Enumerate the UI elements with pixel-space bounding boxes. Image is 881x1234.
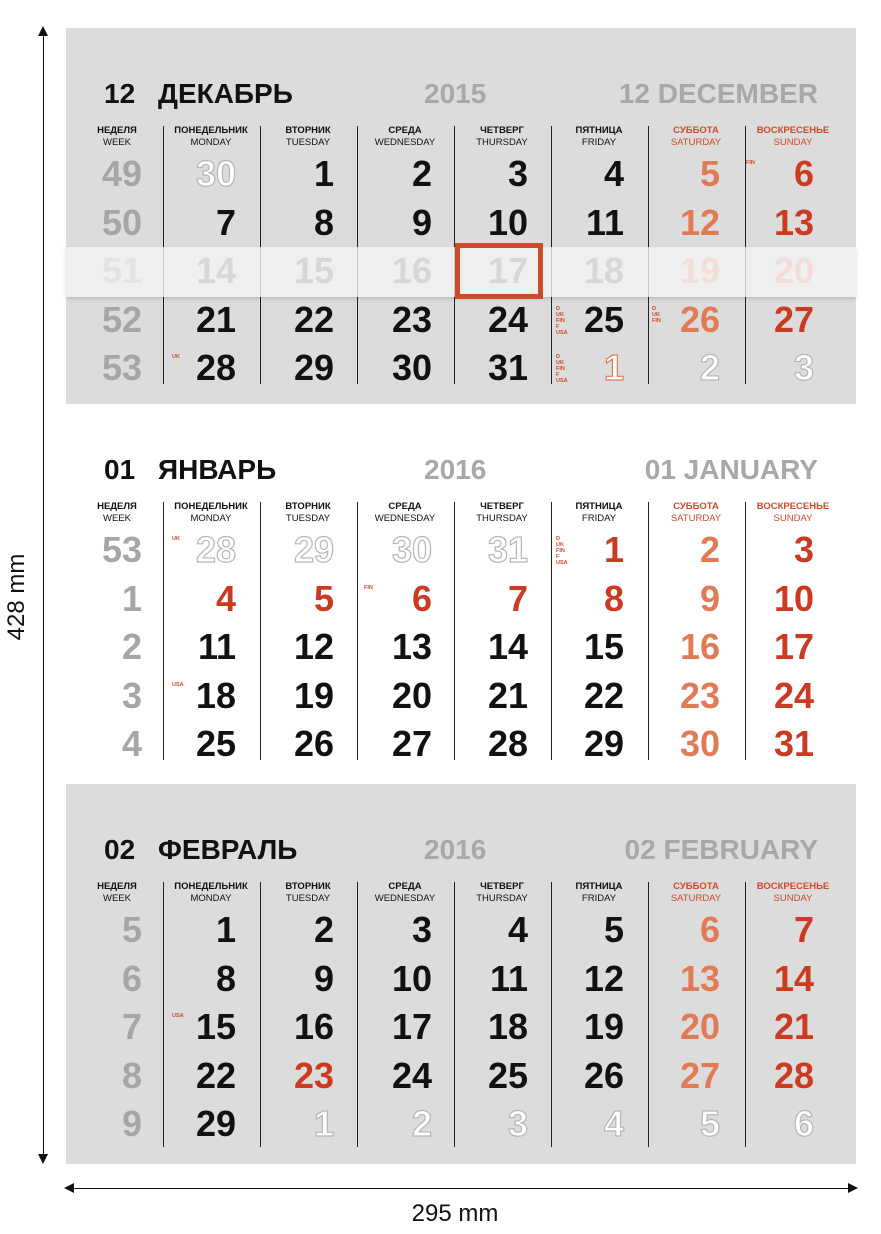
weekday-header-en: THURSDAY — [476, 893, 528, 904]
day-cell[interactable]: 28 — [487, 723, 528, 764]
month-panel — [66, 404, 856, 784]
week-number: 5 — [121, 909, 142, 950]
day-cell[interactable]: 3 — [507, 153, 528, 194]
month-year: 2016 — [424, 454, 487, 485]
weekday-header-ru: ВОСКРЕСЕНЬЕ — [756, 501, 830, 512]
weekday-header-ru: СУББОТА — [673, 881, 719, 892]
day-cell[interactable]: 13 — [391, 626, 432, 667]
weekday-header-en: WEDNESDAY — [374, 137, 436, 148]
day-cell[interactable]: 23 — [679, 674, 720, 716]
day-cell[interactable]: 8 — [313, 201, 334, 243]
weekday-header — [457, 501, 547, 525]
week-number: 1 — [121, 577, 142, 619]
day-cell[interactable]: 24 — [773, 674, 814, 716]
weekday-header-en: TUESDAY — [285, 137, 331, 148]
month-number: 02 — [104, 834, 136, 865]
day-cell[interactable]: 3 — [411, 909, 432, 950]
day-cell[interactable]: 2 — [411, 153, 432, 194]
week-number: 52 — [101, 298, 142, 340]
day-cell[interactable]: 26 — [583, 1054, 624, 1096]
day-cell[interactable]: 6 — [699, 909, 720, 950]
day-cell[interactable]: 18 — [487, 1006, 528, 1047]
holiday-country-note: D UK FIN F USA — [556, 536, 568, 566]
day-cell[interactable]: 13 — [679, 957, 720, 999]
weekday-header-en: SATURDAY — [670, 137, 722, 148]
week-number: 9 — [121, 1103, 142, 1144]
day-cell[interactable]: 2 — [411, 1103, 432, 1144]
month-number: 12 — [104, 78, 136, 109]
weekday-header — [360, 125, 450, 149]
width-dimension-label: 295 mm — [411, 1200, 499, 1227]
month-name-en: 01 JANUARY — [644, 454, 818, 485]
day-cell[interactable]: 12 — [293, 626, 334, 667]
day-cell[interactable]: 5 — [603, 909, 624, 950]
day-cell[interactable]: 11 — [197, 626, 236, 667]
weekday-header — [554, 881, 644, 905]
day-cell[interactable]: 1 — [313, 153, 334, 194]
day-cell[interactable]: 4 — [507, 909, 528, 950]
weekday-header-ru: НЕДЕЛЯ — [97, 125, 137, 136]
weekday-header — [554, 501, 644, 525]
day-cell[interactable]: 30 — [195, 153, 236, 194]
day-cell[interactable]: 5 — [699, 1103, 720, 1144]
day-cell[interactable]: 29 — [293, 529, 334, 570]
weekday-header-ru: ПЯТНИЦА — [575, 125, 623, 136]
weekday-header — [263, 501, 353, 525]
weekday-header-ru: ЧЕТВЕРГ — [480, 501, 524, 512]
weekday-header — [651, 125, 741, 149]
holiday-country-note: FIN — [746, 160, 755, 166]
weekday-header — [457, 125, 547, 149]
day-cell[interactable]: 22 — [583, 674, 624, 716]
day-cell[interactable]: 27 — [773, 298, 814, 340]
day-cell[interactable]: 19 — [583, 1006, 624, 1047]
weekday-header-en: WEEK — [103, 513, 131, 524]
day-cell[interactable]: 20 — [391, 674, 432, 716]
day-cell[interactable]: 6 — [793, 1103, 814, 1144]
day-cell[interactable]: 3 — [507, 1103, 528, 1144]
weekday-header-en: WEDNESDAY — [374, 513, 436, 524]
holiday-country-note: UK — [172, 354, 180, 360]
day-cell[interactable]: 10 — [773, 577, 814, 619]
weekday-header-ru: СУББОТА — [673, 125, 719, 136]
current-date-marker[interactable] — [455, 243, 543, 299]
height-dimension-line — [43, 28, 44, 1162]
day-cell[interactable]: 23 — [293, 1054, 334, 1096]
weekday-header — [457, 881, 547, 905]
month-name-ru: ЯНВАРЬ — [158, 454, 277, 485]
day-cell[interactable]: 22 — [293, 298, 334, 340]
weekday-header — [748, 881, 838, 905]
weekday-header-ru: ПОНЕДЕЛЬНИК — [174, 125, 248, 136]
holiday-country-note: UK — [172, 536, 180, 542]
month-panel — [66, 28, 856, 405]
weekday-header-ru: ЧЕТВЕРГ — [480, 125, 524, 136]
holiday-country-note: USA — [172, 1013, 184, 1019]
week-number: 8 — [121, 1054, 142, 1096]
height-dimension-label: 428 mm — [3, 553, 30, 641]
day-cell[interactable]: 12 — [679, 201, 720, 243]
day-cell[interactable]: 1 — [603, 347, 624, 388]
holiday-country-note: USA — [172, 681, 184, 688]
day-cell[interactable]: 24 — [487, 298, 528, 340]
day-cell[interactable]: 9 — [411, 201, 432, 243]
weekday-header — [360, 501, 450, 525]
weekday-header-ru: СРЕДА — [388, 125, 422, 136]
day-cell[interactable]: 26 — [293, 723, 334, 764]
weekday-header-en: WEEK — [103, 893, 131, 904]
weekday-header — [748, 501, 838, 525]
week-number: 2 — [121, 626, 142, 667]
day-cell[interactable]: 29 — [293, 347, 334, 388]
day-cell[interactable]: 14 — [487, 626, 528, 667]
weekday-header-en: FRIDAY — [581, 513, 617, 524]
day-cell[interactable]: 6 — [411, 577, 432, 619]
day-cell[interactable]: 16 — [679, 626, 720, 667]
day-cell[interactable]: 1 — [603, 529, 624, 570]
day-cell[interactable]: 6 — [793, 153, 814, 194]
weekday-header — [72, 125, 162, 149]
day-cell[interactable]: 8 — [603, 577, 624, 619]
day-cell[interactable]: 21 — [195, 298, 236, 340]
weekday-header-ru: ВТОРНИК — [285, 881, 331, 892]
day-cell[interactable]: 4 — [603, 1103, 624, 1144]
weekday-header-en: WEEK — [103, 137, 131, 148]
month-year: 2016 — [424, 834, 487, 865]
holiday-country-note: D UK FIN F USA — [556, 305, 568, 336]
weekday-header-en: SATURDAY — [670, 513, 722, 524]
day-cell[interactable]: 28 — [195, 347, 236, 388]
day-cell[interactable]: 30 — [391, 347, 432, 388]
day-cell[interactable]: 7 — [215, 201, 236, 243]
day-cell[interactable]: 14 — [773, 957, 814, 999]
day-cell[interactable]: 1 — [313, 1103, 334, 1144]
weekday-header-ru: ПОНЕДЕЛЬНИК — [174, 881, 248, 892]
day-cell[interactable]: 17 — [391, 1006, 432, 1047]
day-cell[interactable]: 9 — [313, 957, 334, 999]
day-cell[interactable]: 28 — [773, 1054, 814, 1096]
weekday-header — [72, 501, 162, 525]
weekday-header — [651, 881, 741, 905]
weekday-header-ru: ВТОРНИК — [285, 501, 331, 512]
month-header — [66, 834, 856, 874]
day-cell[interactable]: 16 — [293, 1006, 334, 1047]
day-cell[interactable]: 11 — [585, 201, 624, 243]
day-cell[interactable]: 4 — [215, 577, 236, 619]
week-number: 53 — [101, 529, 142, 570]
weekday-header-en: MONDAY — [190, 513, 232, 524]
day-cell[interactable]: 30 — [391, 529, 432, 570]
weekday-header-ru: СРЕДА — [388, 501, 422, 512]
day-cell[interactable]: 2 — [699, 347, 720, 388]
day-cell[interactable]: 24 — [391, 1054, 432, 1096]
day-cell[interactable]: 22 — [195, 1054, 236, 1096]
week-number: 49 — [101, 153, 142, 194]
day-cell[interactable]: 26 — [679, 298, 720, 340]
day-cell[interactable]: 10 — [391, 957, 432, 999]
month-header — [66, 454, 856, 494]
day-cell[interactable]: 8 — [215, 957, 236, 999]
week-number: 53 — [101, 347, 142, 388]
day-cell[interactable]: 1 — [215, 909, 236, 950]
weekday-header-ru: ПЯТНИЦА — [575, 501, 623, 512]
day-cell[interactable]: 4 — [603, 153, 624, 194]
weekday-header-en: FRIDAY — [581, 893, 617, 904]
weekday-header — [360, 881, 450, 905]
day-cell[interactable]: 13 — [773, 201, 814, 243]
day-cell[interactable]: 9 — [699, 577, 720, 619]
weekday-header — [166, 501, 256, 525]
weekday-header-en: FRIDAY — [581, 137, 617, 148]
day-cell[interactable]: 5 — [699, 153, 720, 194]
weekday-header — [72, 881, 162, 905]
weekday-header-ru: НЕДЕЛЯ — [97, 881, 137, 892]
day-cell[interactable]: 2 — [313, 909, 334, 950]
weekday-header-ru: ПЯТНИЦА — [575, 881, 623, 892]
weekday-header — [166, 125, 256, 149]
weekday-header-en: THURSDAY — [476, 137, 528, 148]
month-name-en: 02 FEBRUARY — [624, 834, 818, 865]
weekday-header — [166, 881, 256, 905]
day-cell[interactable]: 18 — [195, 674, 236, 716]
day-cell[interactable]: 3 — [793, 529, 814, 570]
month-name-ru: ДЕКАБРЬ — [158, 78, 293, 109]
day-cell[interactable]: 31 — [487, 347, 528, 388]
weekday-header-ru: ЧЕТВЕРГ — [480, 881, 524, 892]
week-number: 7 — [121, 1006, 142, 1047]
weekday-header-en: SUNDAY — [773, 893, 813, 904]
holiday-country-note: FIN — [364, 584, 373, 591]
week-number: 50 — [101, 201, 142, 243]
day-cell[interactable]: 31 — [487, 529, 528, 570]
weekday-header-ru: ВОСКРЕСЕНЬЕ — [756, 881, 830, 892]
day-cell[interactable]: 25 — [487, 1054, 528, 1096]
day-cell[interactable]: 11 — [489, 957, 528, 999]
day-cell[interactable]: 3 — [793, 347, 814, 388]
day-cell[interactable]: 10 — [487, 201, 528, 243]
weekday-header — [263, 881, 353, 905]
day-cell[interactable]: 27 — [391, 723, 432, 764]
week-number: 6 — [121, 957, 142, 999]
weekday-header-en: MONDAY — [190, 893, 232, 904]
weekday-header-en: SATURDAY — [670, 893, 722, 904]
weekday-header-ru: СРЕДА — [388, 881, 422, 892]
weekday-header — [748, 125, 838, 149]
day-cell[interactable]: 12 — [583, 957, 624, 999]
month-header — [66, 78, 856, 118]
day-cell[interactable]: 19 — [293, 674, 334, 716]
month-year: 2015 — [424, 78, 487, 109]
weekday-header-ru: ПОНЕДЕЛЬНИК — [174, 501, 248, 512]
week-number: 3 — [121, 674, 142, 716]
day-cell[interactable]: 23 — [391, 298, 432, 340]
weekday-header-ru: СУББОТА — [673, 501, 719, 512]
day-cell[interactable]: 25 — [195, 723, 236, 764]
day-cell[interactable]: 25 — [583, 298, 624, 340]
month-name-en: 12 DECEMBER — [618, 78, 818, 109]
weekday-header-en: THURSDAY — [476, 513, 528, 524]
weekday-header — [263, 125, 353, 149]
day-cell[interactable]: 20 — [679, 1006, 720, 1047]
day-cell[interactable]: 15 — [195, 1006, 236, 1047]
day-cell[interactable]: 28 — [195, 529, 236, 570]
weekday-header-en: SUNDAY — [773, 513, 813, 524]
weekday-header-en: TUESDAY — [285, 513, 331, 524]
width-dimension-line — [66, 1188, 856, 1189]
day-cell[interactable]: 27 — [679, 1054, 720, 1096]
weekday-header-en: WEDNESDAY — [374, 893, 436, 904]
weekday-header-ru: ВТОРНИК — [285, 125, 331, 136]
day-cell[interactable]: 29 — [195, 1103, 236, 1144]
month-number: 01 — [104, 454, 136, 485]
day-cell[interactable]: 7 — [793, 909, 814, 950]
day-cell[interactable]: 30 — [679, 723, 720, 764]
weekday-header — [554, 125, 644, 149]
holiday-country-note: D UK FIN F USA — [556, 354, 568, 384]
weekday-header-en: MONDAY — [190, 137, 232, 148]
day-cell[interactable]: 21 — [773, 1006, 814, 1047]
day-cell[interactable]: 2 — [699, 529, 720, 570]
day-cell[interactable]: 21 — [487, 674, 528, 716]
weekday-header-en: TUESDAY — [285, 893, 331, 904]
day-cell[interactable]: 29 — [583, 723, 624, 764]
weekday-header-en: SUNDAY — [773, 137, 813, 148]
day-cell[interactable]: 5 — [313, 577, 334, 619]
month-name-ru: ФЕВРАЛЬ — [158, 834, 298, 865]
day-cell[interactable]: 7 — [507, 577, 528, 619]
holiday-country-note: D UK FIN — [652, 305, 661, 324]
weekday-header-ru: ВОСКРЕСЕНЬЕ — [756, 125, 830, 136]
day-cell[interactable]: 31 — [773, 723, 814, 764]
weekday-header-ru: НЕДЕЛЯ — [97, 501, 137, 512]
day-cell[interactable]: 15 — [583, 626, 624, 667]
weekday-header — [651, 501, 741, 525]
month-panel — [66, 784, 856, 1164]
day-cell[interactable]: 17 — [773, 626, 814, 667]
week-number: 4 — [121, 723, 142, 764]
